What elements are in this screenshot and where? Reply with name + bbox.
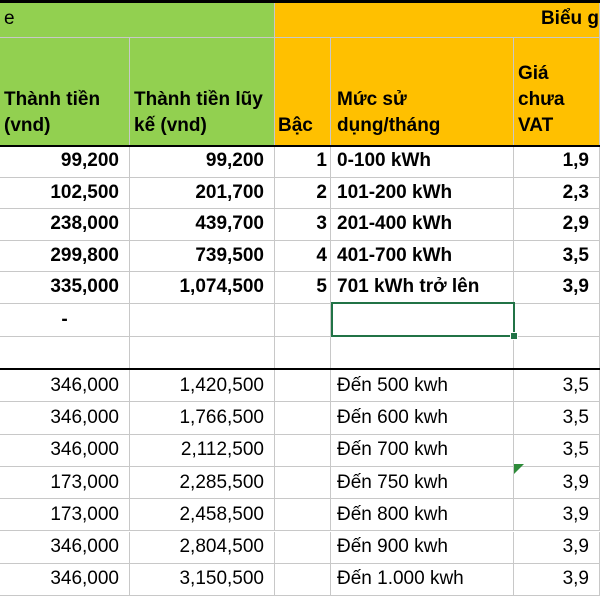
tier-row-amount[interactable]: 299,800 [0,241,130,273]
empty-cell[interactable] [514,337,600,369]
tier-row-price[interactable]: 1,9 [514,146,600,178]
tier-row-price[interactable]: 2,3 [514,178,600,210]
header-bottom-border [0,145,600,147]
table-bottom-border [0,368,600,370]
group-header-right[interactable]: Biểu g [275,0,600,38]
extended-row-cumulative[interactable]: 2,285,500 [130,467,275,499]
extended-row-tier[interactable] [275,564,331,596]
extended-row-cumulative[interactable]: 2,804,500 [130,532,275,564]
extended-row-tier[interactable] [275,499,331,531]
empty-cell[interactable] [331,337,514,369]
tier-row-number[interactable]: 4 [275,241,331,273]
tier-row-price[interactable]: 3,5 [514,241,600,273]
extended-row-amount[interactable]: 346,000 [0,564,130,596]
tier-row-number[interactable]: 3 [275,209,331,241]
header-cumulative[interactable]: Thành tiền lũy kế (vnd) [130,38,275,146]
extended-row-price[interactable]: 3,9 [514,499,600,531]
extended-row-price[interactable]: 3,9 [514,564,600,596]
header-top-border [0,0,600,3]
empty-cell[interactable] [130,304,275,338]
extended-row-cumulative[interactable]: 2,458,500 [130,499,275,531]
extended-row-amount[interactable]: 346,000 [0,370,130,402]
extended-row-amount[interactable]: 346,000 [0,532,130,564]
tier-row-amount[interactable]: 335,000 [0,272,130,304]
tier-row-number[interactable]: 5 [275,272,331,304]
header-tier[interactable]: Bậc [275,38,331,146]
extended-row-price[interactable]: 3,5 [514,402,600,434]
extended-row-cumulative[interactable]: 2,112,500 [130,435,275,467]
extended-row-usage[interactable]: Đến 800 kwh [331,499,514,531]
extended-row-usage[interactable]: Đến 900 kwh [331,532,514,564]
empty-cell[interactable] [275,337,331,369]
extended-row-amount[interactable]: 346,000 [0,402,130,434]
tier-row-cumulative[interactable]: 439,700 [130,209,275,241]
tier-row-usage[interactable]: 0-100 kWh [331,146,514,178]
extended-row-tier[interactable] [275,370,331,402]
group-header-left[interactable]: e [0,0,275,38]
empty-cell[interactable] [130,337,275,369]
selected-cell[interactable] [331,302,515,337]
extended-row-price[interactable]: 3,9 [514,467,600,499]
tier-row-cumulative[interactable]: 99,200 [130,146,275,178]
header-amount[interactable]: Thành tiền (vnd) [0,38,130,146]
empty-cell[interactable] [0,337,130,369]
empty-cell[interactable] [275,304,331,338]
extended-row-usage[interactable]: Đến 600 kwh [331,402,514,434]
dash-amount[interactable]: - [0,304,130,338]
extended-row-usage[interactable]: Đến 500 kwh [331,370,514,402]
extended-row-tier[interactable] [275,402,331,434]
tier-row-price[interactable]: 3,9 [514,272,600,304]
tier-row-usage[interactable]: 201-400 kWh [331,209,514,241]
tier-row-cumulative[interactable]: 201,700 [130,178,275,210]
tier-row-number[interactable]: 2 [275,178,331,210]
tier-row-amount[interactable]: 102,500 [0,178,130,210]
extended-row-price[interactable]: 3,5 [514,435,600,467]
fill-handle[interactable] [510,332,518,340]
tier-row-usage[interactable]: 101-200 kWh [331,178,514,210]
extended-row-tier[interactable] [275,435,331,467]
comment-indicator-icon [514,464,524,474]
tier-row-cumulative[interactable]: 739,500 [130,241,275,273]
extended-row-cumulative[interactable]: 3,150,500 [130,564,275,596]
extended-row-usage[interactable]: Đến 1.000 kwh [331,564,514,596]
tier-row-cumulative[interactable]: 1,074,500 [130,272,275,304]
extended-row-cumulative[interactable]: 1,766,500 [130,402,275,434]
tier-row-amount[interactable]: 99,200 [0,146,130,178]
empty-cell[interactable] [514,304,600,338]
tier-row-price[interactable]: 2,9 [514,209,600,241]
tier-row-amount[interactable]: 238,000 [0,209,130,241]
extended-row-price[interactable]: 3,5 [514,370,600,402]
tier-row-usage[interactable]: 401-700 kWh [331,241,514,273]
tier-row-number[interactable]: 1 [275,146,331,178]
extended-row-usage[interactable]: Đến 750 kwh [331,467,514,499]
extended-row-amount[interactable]: 173,000 [0,499,130,531]
extended-row-price[interactable]: 3,9 [514,532,600,564]
extended-row-amount[interactable]: 346,000 [0,435,130,467]
extended-row-cumulative[interactable]: 1,420,500 [130,370,275,402]
extended-row-amount[interactable]: 173,000 [0,467,130,499]
extended-row-tier[interactable] [275,532,331,564]
extended-row-usage[interactable]: Đến 700 kwh [331,435,514,467]
header-usage[interactable]: Mức sử dụng/tháng [331,38,514,146]
tier-row-usage[interactable]: 701 kWh trở lên [331,272,514,304]
header-price[interactable]: Giá chưa VAT [514,38,600,146]
extended-row-tier[interactable] [275,467,331,499]
